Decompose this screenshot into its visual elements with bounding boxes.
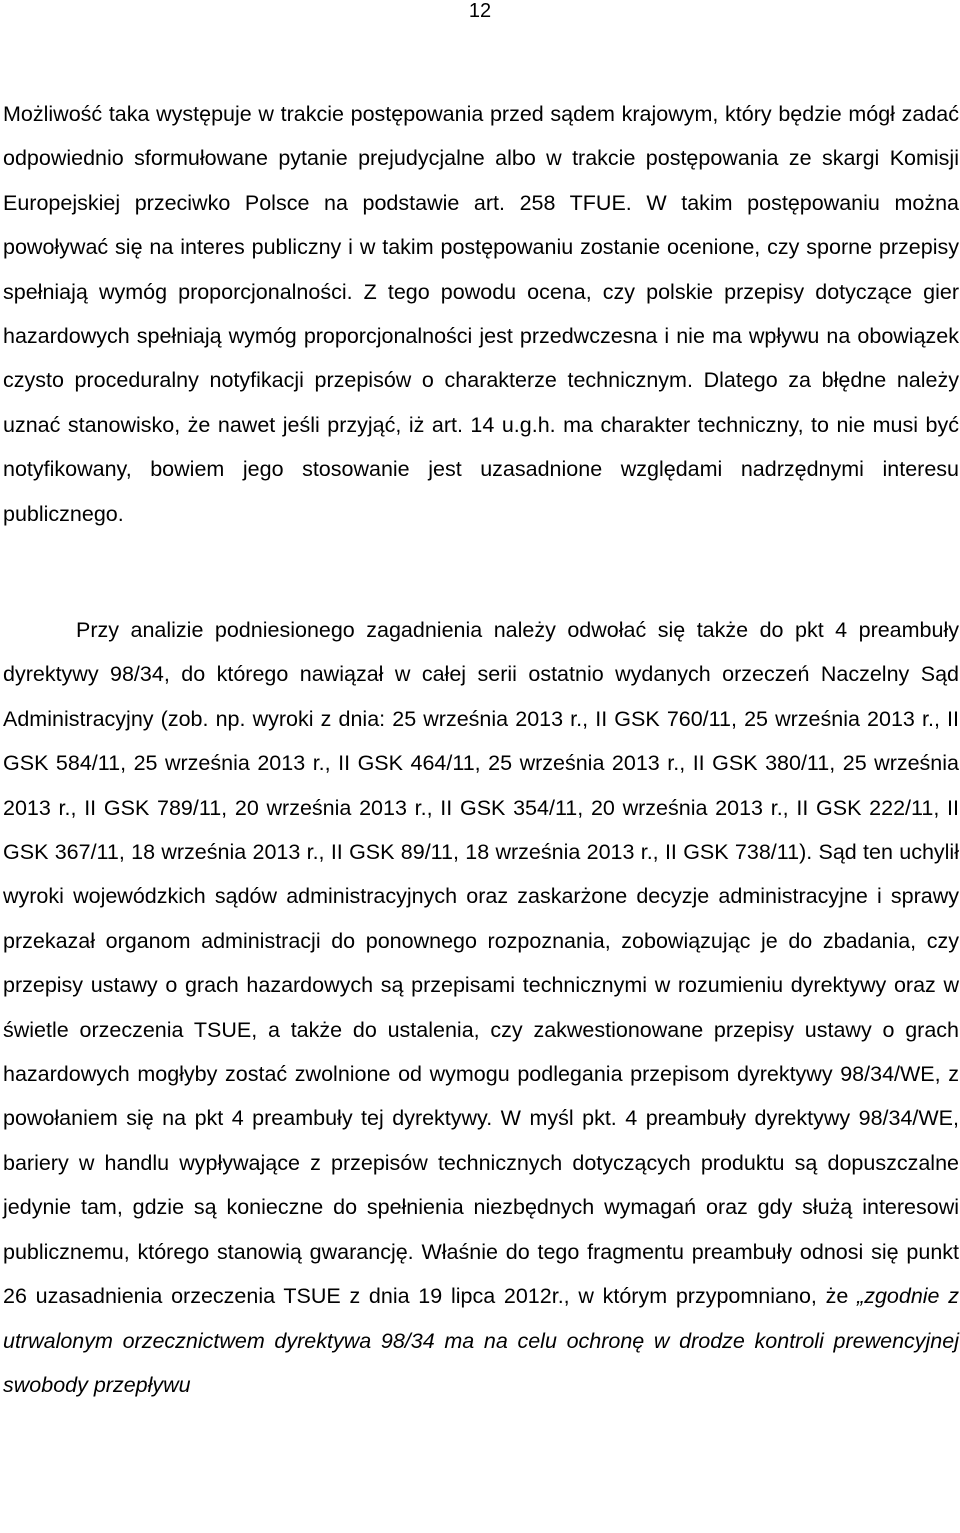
paragraph-1: Możliwość taka występuje w trakcie postępowania przed sądem krajowym, który będzie mógł zadać odpowiednio sformułowane pytanie prejudycjalne albo w trakcie postępowania ze skargi Komisji Europejskiej przeciwko Polsce na podstawie art. 258 TFUE. W takim postępowaniu można powoływać się na interes publiczny i w takim postępowaniu zostanie ocenione, czy sporne przepisy spełniają wymóg proporcjonalności. Z tego powodu ocena, czy polskie przepisy dotyczące gier hazardowych spełniają wymóg proporcjonalności jest przedwczesna i nie ma wpływu na obowiązek czysto proceduralny notyfikacji przepisów o charakterze technicznym. Dlatego za błędne należy uznać stanowisko, że nawet jeśli przyjąć, iż art. 14 u.g.h. ma charakter techniczny, to nie musi być notyfikowany, bowiem jego stosowanie jest uzasadnione względami nadrzędnymi interesu publicznego.	[3, 102, 959, 526]
italic-quote: „zgodnie z utrwalonym orzecznictwem dyrektywa 98/34 ma na celu ochronę w drodze kontroli prewencyjnej swobody przepływu	[3, 1284, 959, 1397]
paragraph-2-text: Przy analizie podniesionego zagadnienia należy odwołać się także do pkt 4 preambuły dyrektywy 98/34, do którego nawiązał w całej serii ostatnio wydanych orzeczeń Naczelny Sąd Administracyjny (zob. np. wyroki z dnia: 25 września 2013 r., II GSK 760/11, 25 września 2013 r., II GSK 584/11, 25 września 2013 r., II GSK 464/11, 25 września 2013 r., II GSK 380/11, 25 września 2013 r., II GSK 789/11, 20 września 2013 r., II GSK 354/11, 20 września 2013 r., II GSK 222/11, II GSK 367/11, 18 września 2013 r., II GSK 89/11, 18 września 2013 r., II GSK 738/11). Sąd ten uchylił wyroki wojewódzkich sądów administracyjnych oraz zaskarżone decyzje administracyjne i sprawy przekazał organom administracji do ponownego rozpoznania, zobowiązując je do zbadania, czy przepisy ustawy o grach hazardowych są przepisami technicznymi w rozumieniu dyrektywy oraz w świetle orzeczenia TSUE, a także do ustalenia, czy zakwestionowane przepisy ustawy o grach hazardowych mogłyby zostać zwolnione od wymogu podlegania przepisom dyrektywy 98/34/WE, z powołaniem się na pkt 4 preambuły tej dyrektywy. W myśl pkt. 4 preambuły dyrektywy 98/34/WE, bariery w handlu wypływające z przepisów technicznych dotyczących produktu są dopuszczalne jedynie tam, gdzie są konieczne do spełnienia niezbędnych wymagań oraz gdy służą interesowi publicznemu, którego stanowią gwarancję. Właśnie do tego fragmentu preambuły odnosi się punkt 26 uzasadnienia orzeczenia TSUE z dnia 19 lipca 2012r., w którym przypomniano, że	[3, 618, 959, 1309]
paragraph-2	[3, 608, 959, 1407]
page-number: 12	[468, 0, 492, 22]
